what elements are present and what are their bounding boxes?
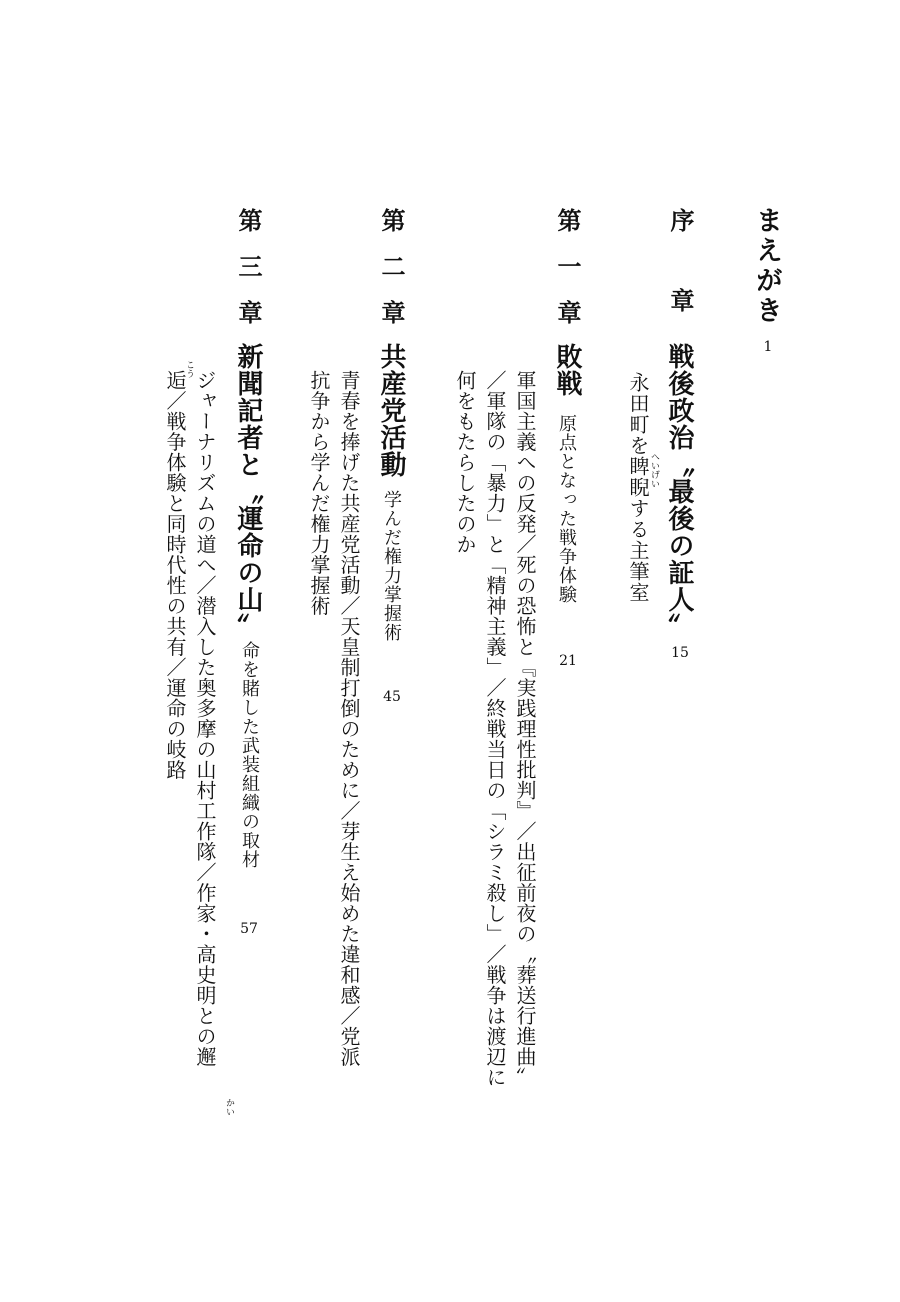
prologue-title: 戦後政治〝最後の証人〟	[664, 343, 694, 640]
chapter3-title: 新聞記者と〝運命の山〟	[233, 343, 263, 640]
chapter1-description-line-1: 軍国主義への反発／死の恐怖と『実践理性批判』／出征前夜の〝葬送行進曲〟	[513, 370, 537, 1088]
chapter1-label: 第一章	[553, 208, 582, 346]
maegaki-page-number: 1	[763, 339, 773, 355]
chapter3-ruby-kou: こう	[184, 360, 194, 378]
chapter1-page-number: 21	[559, 653, 577, 669]
chapter3-page-number: 57	[240, 921, 258, 937]
chapter1-description-line-2: ／軍隊の「暴力」と「精神主義」／終戦当日の「シラミ殺し」／戦争は渡辺に	[483, 370, 507, 1088]
chapter3-description-line-1: ジャーナリズムの道へ／潜入した奥多摩の山村工作隊／作家・高史明との邂	[193, 370, 217, 1067]
chapter2-subtitle: 学んだ権力掌握術	[381, 490, 402, 642]
chapter2-page-number: 45	[383, 689, 401, 705]
chapter3-description-line-2: 逅／戦争体験と同時代性の共有／運命の岐路	[163, 370, 187, 780]
chapter1-subtitle: 原点となった戦争体験	[556, 414, 577, 604]
prologue-label: 序章	[666, 208, 695, 368]
chapter3-label: 第三章	[234, 208, 263, 346]
chapter2-description-line-1: 青春を捧げた共産党活動／天皇制打倒のために／芽生え始めた違和感／党派	[337, 370, 361, 1067]
prologue-ruby: へいげい	[649, 452, 659, 488]
chapter3-subtitle: 命を賭した武装組織の取材	[239, 641, 260, 869]
prologue-subtitle: 永田町を睥睨する主筆室	[626, 372, 650, 603]
chapter2-description-line-2: 抗争から学んだ権力掌握術	[307, 370, 331, 616]
chapter2-label: 第二章	[377, 208, 406, 346]
prologue-page-number: 15	[671, 645, 689, 661]
chapter3-ruby-kai: かい	[224, 1098, 234, 1116]
chapter2-title: 共産党活動	[376, 343, 406, 478]
chapter1-title: 敗戦	[552, 343, 582, 397]
chapter1-description-line-3: 何をもたらしたのか	[453, 370, 477, 555]
maegaki-title: まえがき	[751, 206, 782, 326]
